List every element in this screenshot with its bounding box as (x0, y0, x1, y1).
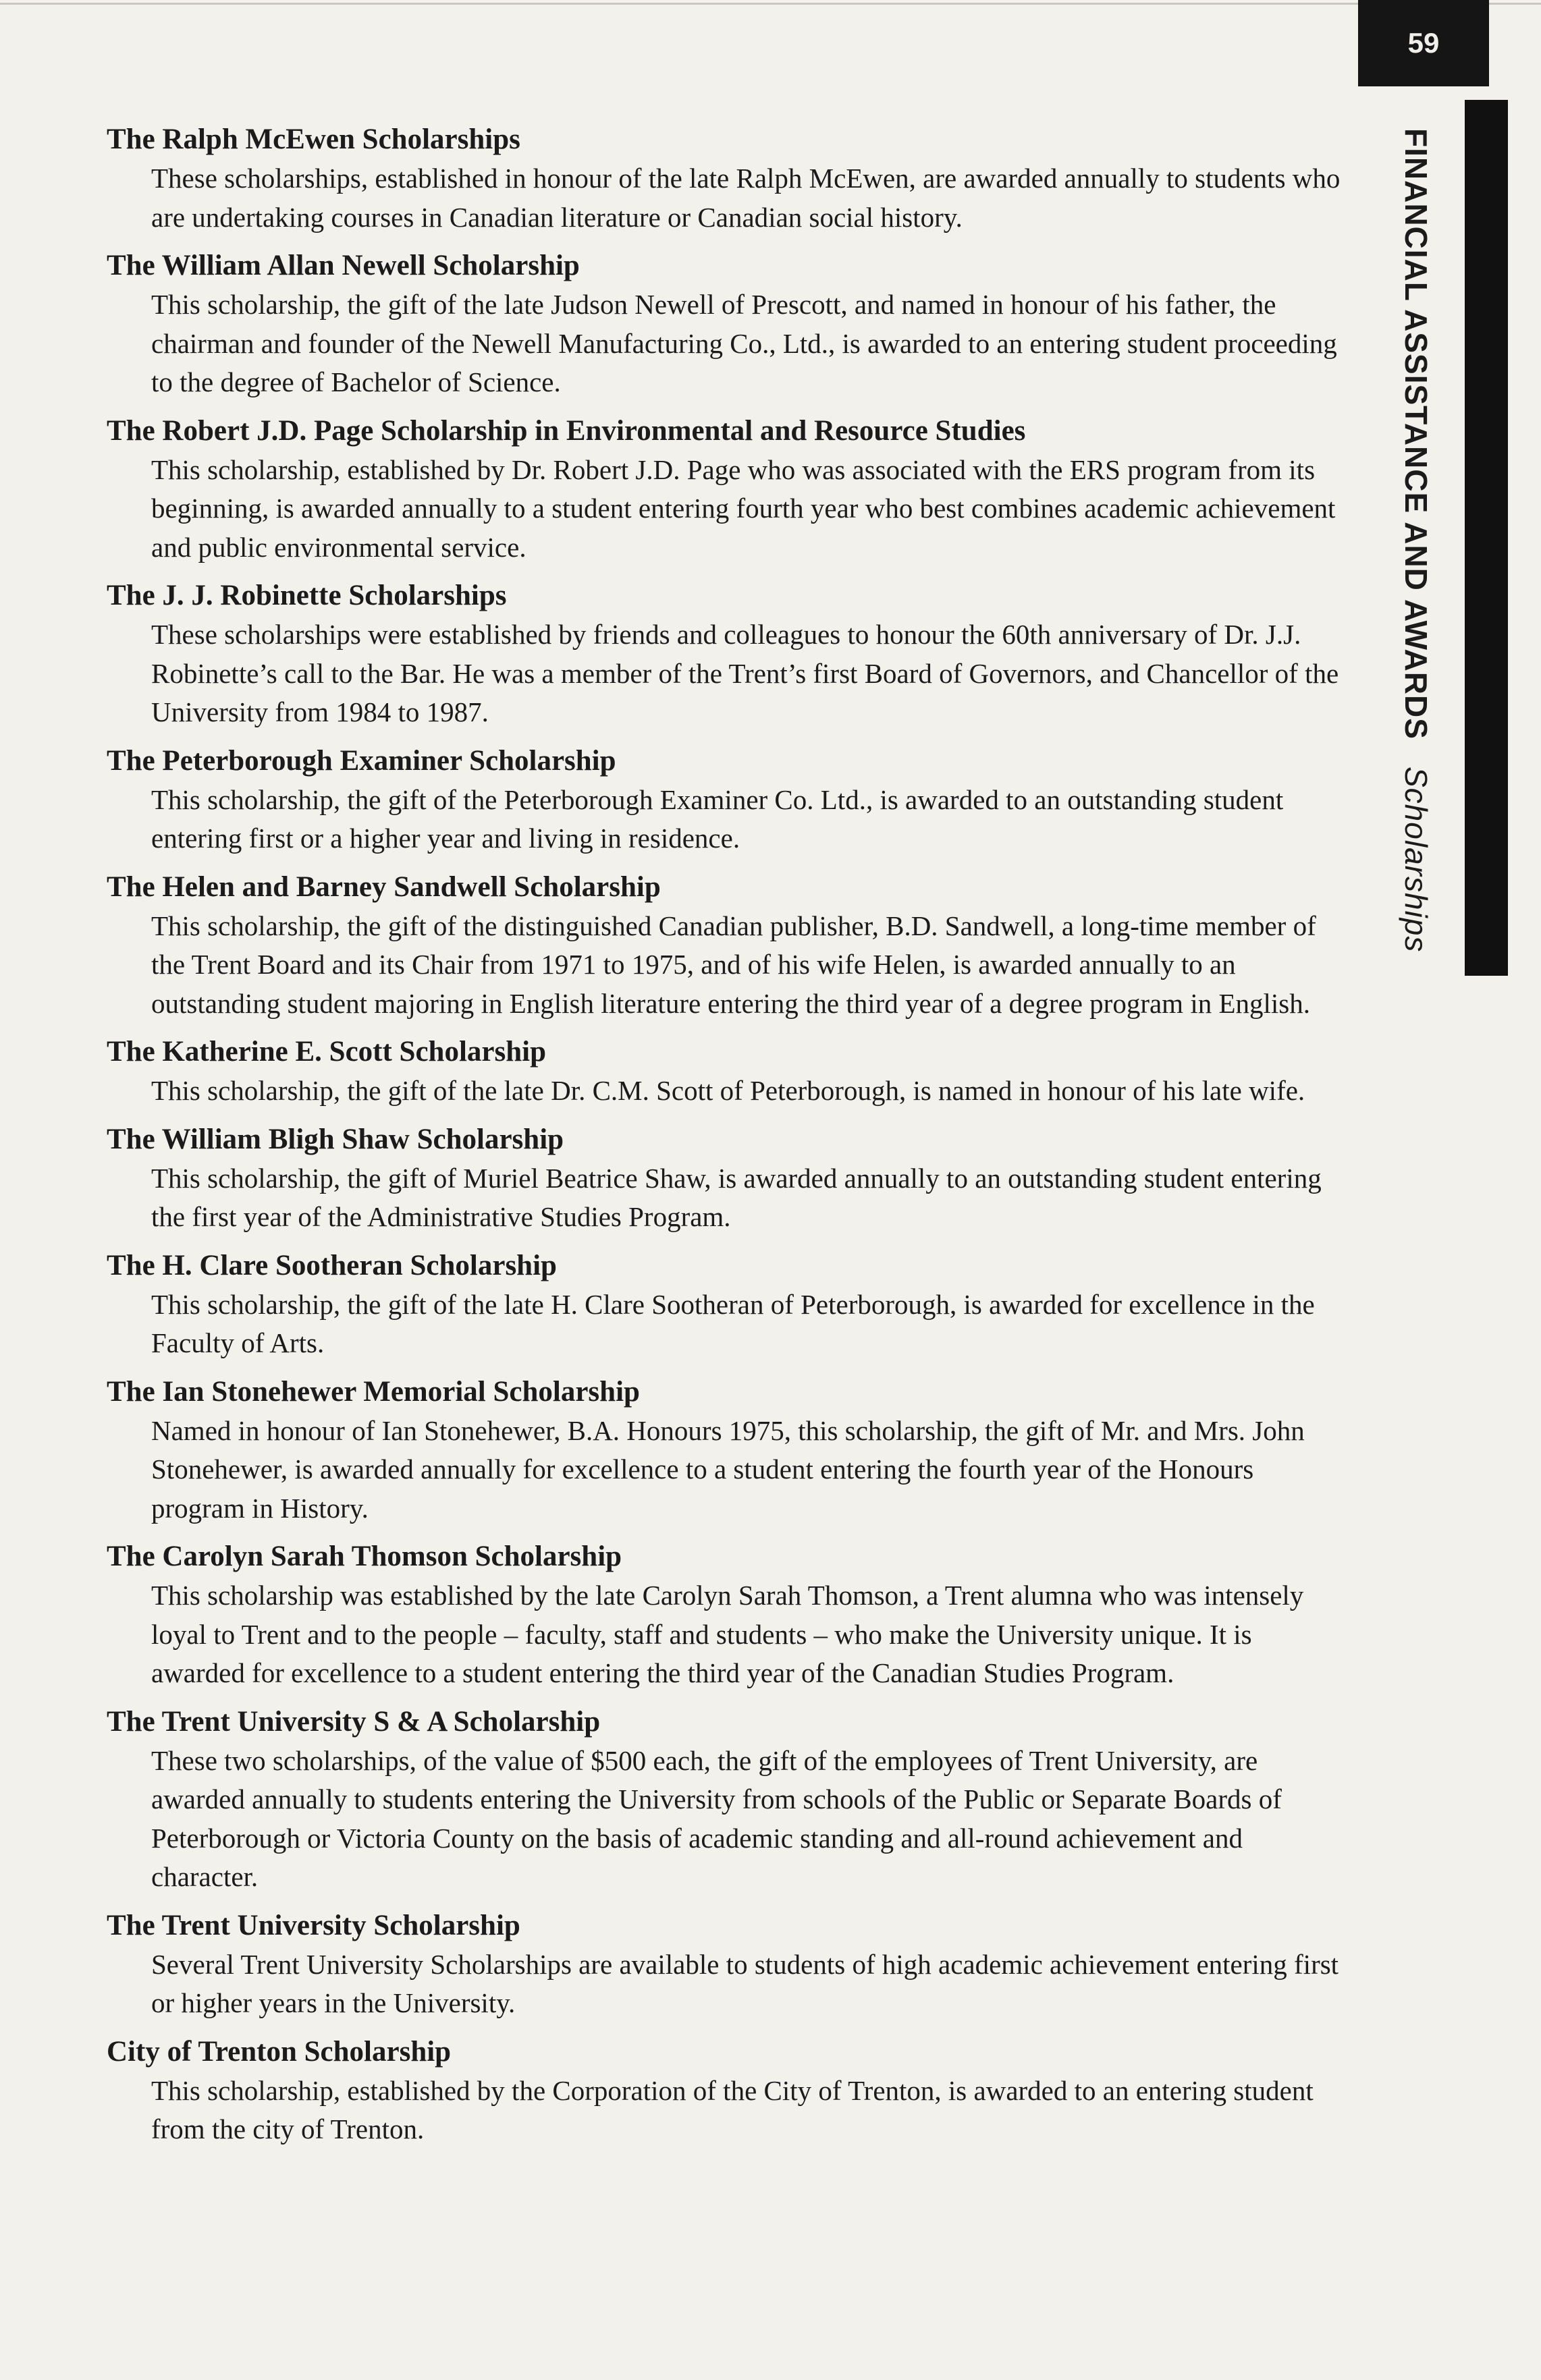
scholarship-title: The Carolyn Sarah Thomson Scholarship (107, 1541, 622, 1572)
scholarship-description: This scholarship, the gift of the late H. Clare Sootheran of Peterborough, is awarded for excellence in the Faculty of Arts. (151, 1288, 1315, 1358)
scholarship-description: This scholarship, established by Dr. Robert J.D. Page who was associated with the ERS program from its beginning, is awarded annually to a student entering fourth year who best combines academic achievement and public environmental service. (151, 453, 1336, 563)
scholarship-title: The Ian Stonehewer Memorial Scholarship (107, 1375, 640, 1408)
scholarship-list (107, 120, 1349, 2159)
scholarship-title: The Katherine E. Scott Scholarship (107, 1036, 547, 1068)
top-rule (0, 3, 1541, 5)
scholarship-title: The William Allan Newell Scholarship (107, 250, 580, 281)
scholarship-description: This scholarship, the gift of the Peterborough Examiner Co. Ltd., is awarded to an outstanding student entering first or a higher year and living in residence. (151, 783, 1284, 854)
scholarship-entry (107, 1537, 1349, 1693)
scholarship-description: This scholarship, the gift of Muriel Beatrice Shaw, is awarded annually to an outstanding student entering the first year of the Administrative Studies Program. (151, 1162, 1322, 1232)
scholarship-entry (107, 576, 1349, 732)
scholarship-entry (107, 868, 1349, 1024)
section-tab-bar (1465, 100, 1508, 976)
section-subtitle: Scholarships (1399, 766, 1434, 953)
section-title: FINANCIAL ASSISTANCE AND AWARDS (1399, 128, 1434, 740)
scholarship-entry (107, 742, 1349, 858)
scholarship-description: This scholarship, the gift of the late Judson Newell of Prescott, and named in honour of his father, the chairman and founder of the Newell Manufacturing Co., Ltd., is awarded to an entering student proceeding to the degree of Bachelor of Science. (151, 289, 1337, 397)
scholarship-description: These scholarships were established by friends and colleagues to honour the 60th anniversary of Dr. J.J. Robinette’s call to the Bar. He was a member of the Trent’s first Board of Governors, and Chancellor of the University from 1984 to 1987. (151, 619, 1339, 727)
scholarship-description: Named in honour of Ian Stonehewer, B.A. Honours 1975, this scholarship, the gift of Mr. and Mrs. John Stonehewer, is awarded annually for excellence to a student entering the fourth year of the Honours program in History. (151, 1414, 1305, 1524)
scholarship-title: The Peterborough Examiner Scholarship (107, 744, 616, 777)
scholarship-entry (107, 2032, 1349, 2149)
scholarship-description: This scholarship, established by the Corporation of the City of Trenton, is awarded to an entering student from the city of Trenton. (151, 2074, 1314, 2144)
scholarship-description: This scholarship, the gift of the late Dr. C.M. Scott of Peterborough, is named in honour of his late wife. (151, 1075, 1305, 1106)
scholarship-entry (107, 1246, 1349, 1363)
scholarship-entry (107, 1906, 1349, 2023)
scholarship-title: The Robert J.D. Page Scholarship in Environmental and Resource Studies (107, 414, 1026, 447)
scholarship-entry (107, 246, 1349, 402)
scholarship-entry (107, 1703, 1349, 1897)
scholarship-title: The Trent University Scholarship (107, 1909, 520, 1941)
page-number: 59 (1358, 0, 1489, 86)
scholarship-description: Several Trent University Scholarships are available to students of high academic achievement entering first or higher years in the University. (151, 1948, 1339, 2018)
scholarship-description: This scholarship, the gift of the distinguished Canadian publisher, B.D. Sandwell, a long-time member of the Trent Board and its Chair from 1971 to 1975, and of his wife Helen, is awarded annually to an outstanding student majoring in English literature entering the third year of a degree program in English. (151, 910, 1316, 1019)
scholarship-entry (107, 412, 1349, 568)
scholarship-title: The Helen and Barney Sandwell Scholarship (107, 870, 661, 903)
scholarship-title: City of Trenton Scholarship (107, 2035, 452, 2068)
scholarship-title: The J. J. Robinette Scholarships (107, 580, 507, 611)
scholarship-entry (107, 1373, 1349, 1528)
scholarship-title: The Trent University S & A Scholarship (107, 1705, 601, 1738)
scholarship-entry (107, 1120, 1349, 1237)
scholarship-description: These scholarships, established in honour of the late Ralph McEwen, are awarded annually to students who are undertaking courses in Canadian literature or Canadian social history. (151, 163, 1341, 233)
scholarship-title: The H. Clare Sootheran Scholarship (107, 1249, 557, 1281)
scholarship-description: This scholarship was established by the late Carolyn Sarah Thomson, a Trent alumna who was intensely loyal to Trent and to the people – faculty, staff and students – who make the University unique. It is awarded for excellence to a student entering the third year of the Canadian Studies Program. (151, 1580, 1304, 1688)
scholarship-entry (107, 1032, 1349, 1111)
scholarship-description: These two scholarships, of the value of $500 each, the gift of the employees of Trent University, are awarded annually to students entering the University from schools of the Public or Separate Boards of Peterborough or Victoria County on the basis of academic standing and all-round achievement and character. (151, 1744, 1282, 1892)
scholarship-entry (107, 120, 1349, 237)
running-header (1397, 128, 1435, 952)
scholarship-title: The William Bligh Shaw Scholarship (107, 1123, 564, 1155)
scholarship-title: The Ralph McEwen Scholarships (107, 123, 520, 155)
